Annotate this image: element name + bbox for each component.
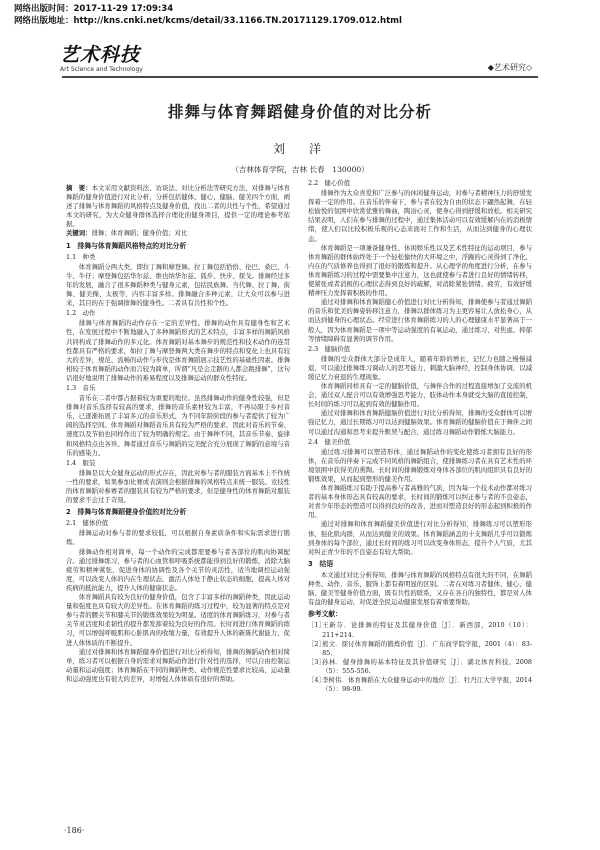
reference-number: ［2］ [308,639,325,648]
reference-text: 王新芬．论排舞的特征及其健身价值［J］．新西部，2010（10）：211+214. [322,621,532,639]
reference-number: ［1］ [308,621,325,630]
section-heading: 1 排舞与体育舞蹈风格特点的对比分析 [66,241,187,250]
pub-time: 网络出版时间：2017-11-29 17:09:34 [14,4,174,14]
reference-text: 熊文．探讨体育舞蹈的锻炼价值［J］．广东商学院学报，2001（4）：83-85. [322,639,532,657]
references-list [308,621,532,694]
subsection-heading: 1.1 种类 [66,252,96,261]
subsection-heading: 1.3 音乐 [66,383,96,392]
section-heading: 3 结语 [308,559,334,568]
references-title: 参考文献： [308,610,342,619]
paragraph: 通过对排舞和体育舞蹈健脑价值进行对比分析得知，排舞的受众群体可以增强记忆力，通过长期练习可以达到健脑效果。体育舞蹈的健脑价值在于舞伴之间可以通过沟通和思考来提升默契与配合，通过练习舞蹈动作锻炼大脑能力。 [308,409,532,436]
pub-url[interactable]: 网络出版地址：http://kns.cnki.net/kcms/detail/33.1166.TN.20171129.1709.012.html [14,16,402,26]
page-number: ·186· [64,826,85,835]
paragraph: 体育舞蹈同样具有一定的健脑价值，与舞伴合作的过程直接增加了交流的机会，通过双人配合可以有效增强思考能力，肢体动作本身就受大脑的直接控制，长时间的练习可以起到有效的健脑作用。 [308,382,532,409]
reference-item [308,640,532,658]
reference-number: ［3］ [308,657,325,666]
references [308,610,532,694]
keywords-text: 排舞；体育舞蹈；健身价值；对比 [91,229,188,238]
left-body [66,242,290,684]
subsection-heading: 1.2 动作 [66,309,96,318]
paragraph: 排舞作为大众喜爱和广泛参与的休闲健身运动，对参与者精神压力的舒缓发挥着一定的作用。在音乐的伴奏下，参与者在较为自由的状态下翩然起舞，在轻松愉悦的氛围中欣赏优雅的舞曲，陶冶心灵，使身心得到舒缓和放松。相关研究结果表明，人们在参与排舞的过程中，通过集体活动可以有效缓解内在的消极情绪，使人们以比较积极乐观的心态来面对工作和生活，从而达到健身的心理状态。 [308,189,532,243]
left-column [66,178,290,818]
right-column [308,178,532,818]
paragraph: 本文通过对比分析得知，排舞与体育舞蹈的风格特点有很大的不同，在舞蹈种类、动作、音乐、服饰上都有着明显的区别。二者在对练习者健体、健心、健脑、健美等健身价值方面，既有共性的联系，又存在各自的独特性，都是对人体有益的健身运动，对促进全民运动健康发展有着重要帮助。 [308,570,532,607]
paragraph: 音乐在二者中都占据着较为重要的地位。虽然排舞动作的健身性较强，但是排舞对音乐选择有较高的要求，排舞的音乐素材较为丰富，不再局限于乡村音乐，已逐渐拓展了丰富多元的音乐形式，为不同年龄阶段的参与者提供了较为广阔的选择空间。体育舞蹈对舞蹈音乐具有较为严格的要求，因此对音乐的节奏、速度以及节拍也同样作出了较为明确的规定。由于舞种不同，其音乐节奏、旋律和风格特点也各异。舞者通过音乐与舞蹈的完美配合充分展现了舞蹈的意境与音乐的感染力。 [66,394,290,457]
subsection-heading: 2.1 健体价值 [66,519,109,528]
abstract [66,184,290,239]
subsection-heading: 2.2 健心价值 [308,179,351,187]
paragraph: 排舞运动对参与者的要求较低，可以根据自身素质条件和实际需求进行锻炼。 [66,529,290,547]
right-body [308,179,532,607]
paragraph: 体育舞蹈练习有助于提高参与者高雅的气质，因为每一个技术动作都对练习者的基本身体形态具有较高的要求，长时间的锻炼可以纠正参与者的不良姿态，对青少年形态的塑造可以得到良好的改善，进而对塑造良好的形态起到积极的作用。 [308,484,532,520]
reference-item [308,676,532,694]
reference-item [308,621,532,639]
reference-item [308,658,532,676]
paragraph: 通过练习排舞可以塑造形体，通过舞蹈动作的变化使练习者拥有良好的形体，在音乐的伴奏下完成不同风格的舞蹈组合，使排舞练习者在具有艺术性的环境氛围中获得美的熏陶。长时间的排舞锻炼对身体各部位的肌肉组织具有良好的锻炼效果，从而起到塑形的健美作用。 [308,447,532,483]
journal-logo-cn: 艺术科技 [60,44,141,66]
paragraph: 排舞的受众群体大部分是成年人，随着年龄的增长，记忆力也随之慢慢减退，可以通过排舞练习调动人的思考能力，刺激大脑神经，控制身体协调，以减缓记忆力衰退的生理现象。 [308,354,532,381]
paragraph: 排舞动作相对简单，每一个动作的完成都需要参与者各部位的肌肉协调配合。通过排舞练习，参与者的心血管和呼吸系统都能得到良好的锻炼，消除大脑疲劳和精神紧张，促进身体的协调性及各个关节的灵活性，适当地调控运动强度，可以改变人体的内在生理状态，激活人体处于静止状态的细胞，提高人体对疾病的抵抗能力，提升人体的健康状态。 [66,547,290,592]
section-heading: 2 排舞与体育舞蹈健身价值的对比分析 [66,508,187,517]
reference-text: 李树伟．体育舞蹈在大众健身运动中的地位［J］．牡丹江大学学报，2014（5）：98-99. [322,675,532,694]
column-tag: ◆艺术研究◇ [487,63,532,72]
subsection-heading: 2.4 健美价值 [308,437,351,446]
paragraph: 体育舞蹈是一项兼备健身性、休闲娱乐性以及艺术性特征的运动项目，参与体育舞蹈的群体始终处于一个轻松愉快的大环境之中，浮躁的心灵得到了净化，内在的气质修养也得到了很好的锻炼和提升。从心理学的角度进行分析，在参与体育舞蹈练习的过程中需要集中注意力，这也就使参与者进行良好的情绪转移，使紧张或者消极的心理状态得到良好的疏解，对消除紧张情绪、疲劳，有效舒缓精神压力发挥着积极的作用。 [308,243,532,298]
subsection-heading: 2.3 健脑价值 [308,344,351,353]
paragraph: 通过对排舞和体育舞蹈健心价值进行对比分析得知，排舞使参与者通过舞蹈的音乐和优美的舞姿转移注意力，排舞以群体练习为主更容易让人放松身心，从而达到健身的心理状态。经常进行体育舞蹈练习的人的心理健康水平显著高于一般人，因为体育舞蹈是一项中等运动强度的有氧运动，通过练习，对焦虑、抑郁等情绪障碍有显著的调节作用。 [308,298,532,343]
article-author: 刘 洋 [272,142,327,156]
paragraph: 通过对排舞和体育舞蹈健身价值进行对比分析得知，排舞的舞蹈动作相对简单，练习者可以根据自身的需求对舞蹈动作进行针对性的选择，可以自由控制运动量和运动强度；体育舞蹈在不同的舞蹈种类、动作规范性要求比较高，运动量和运动强度也有很大的差异，对增强人体体质有很好的帮助。 [66,647,290,683]
publication-meta [14,3,402,27]
subsection-heading: 1.4 服装 [66,458,96,467]
article-affiliation: （吉林体育学院，吉林 长春 130000） [231,165,369,174]
paragraph: 体育舞蹈分两大类，即拉丁舞和摩登舞。拉丁舞包括恰恰、伦巴、桑巴、斗牛、牛仔；摩登舞包括华尔兹、维也纳华尔兹、狐步、快步、探戈。排舞经过多年的发展，融合了很多舞蹈种类与健身元素，包括民族舞、当代舞、拉丁舞、街舞、健美操、太极等，内容丰富多样。排舞融合多种元素，让大众可以参与进来，其目的在于强调排舞的健身性。二者具有共性和个性。 [66,262,290,308]
keywords-label: 关键词： [66,229,92,238]
abstract-text: 本文采用文献资料法、访谈法、对比分析法等研究方法，对排舞与体育舞蹈的健身价值进行对比分析，分析包括健体、健心、健脑、健美四个方面，阐述了排舞与体育舞蹈的风格特点及健身价值，找出二者的共性与个性，希望通过本文的研究，为大众健身群体选择合理化的健身项目，提供一定的理论参考依据。 [66,184,290,229]
paragraph: 排舞与体育舞蹈的动作存在一定的差异性。排舞的动作具有健身性和艺术性，在发展过程中不断地融入了多种舞蹈形式的艺术特点，丰富多样的舞蹈风格共同构成了排舞动作的多元化。体育舞蹈对基本舞步的规范性和技术动作的连贯性都具有严格的要求，如拉丁舞与摩登舞两大类在舞步的特点和变化上也具有较大的差异，规范、流畅的动作与步伐是体育舞蹈展示技艺性的基础性因素。排舞相较于体育舞蹈的动作而言较为简单，所谓“凡是会走路的人都会跳排舞”，这句话很好地说明了排舞动作的难易程度以及排舞运动的群众性特征。 [66,319,290,382]
reference-text: 孙林．健身排舞的基本特征及其价值研究［J］．湖北体育科技，2008（5）：555-556. [322,657,532,675]
paragraph: 体育舞蹈具有较为良好的健身价值，包含了丰富多样的舞蹈种类，因此运动量和强度也具有较大的差异性。在体育舞蹈的练习过程中，较为显著的特点是对参与者的腰关节和膝关节的锻炼效果较为明显。适度的体育舞蹈练习，对参与者关节灵活度和柔韧性的提升都发挥着较为良好的作用。长时间进行体育舞蹈的练习，可以增强呼吸肌和心脏肌肉的收缩力量，有效提升人体的新陈代谢能力，促进人体体质的不断提升。 [66,593,290,647]
reference-number: ［4］ [308,675,325,684]
header-rule [62,76,538,78]
abstract-label: 摘 要： [66,184,92,192]
journal-logo-en: Art Science and Technology [60,66,143,73]
journal-logo [60,40,190,76]
paragraph: 排舞是以大众健身运动的形式存在，因此对参与者的服装方面基本上不作统一性的要求，如果参加比赛或表演则会根据排舞的风格特点来统一服装。竞技性的体育舞蹈对参赛者的服装具有较为严格的要求，但是健身性的体育舞蹈对服装的要求不会过于苛刻。 [66,468,290,505]
paragraph: 通过对排舞和体育舞蹈健美价值进行对比分析得知，排舞练习可以塑形形体，强化肌肉群，从而达到健美的效果。体育舞蹈涵盖的十支舞蹈几乎可以锻炼到身体的每个部位，通过长时间的练习可以改变身体形态，提升个人气质，尤其对纠正青少年的不良姿态有较大帮助。 [308,520,532,556]
article-title: 排舞与体育舞蹈健身价值的对比分析 [167,103,432,121]
